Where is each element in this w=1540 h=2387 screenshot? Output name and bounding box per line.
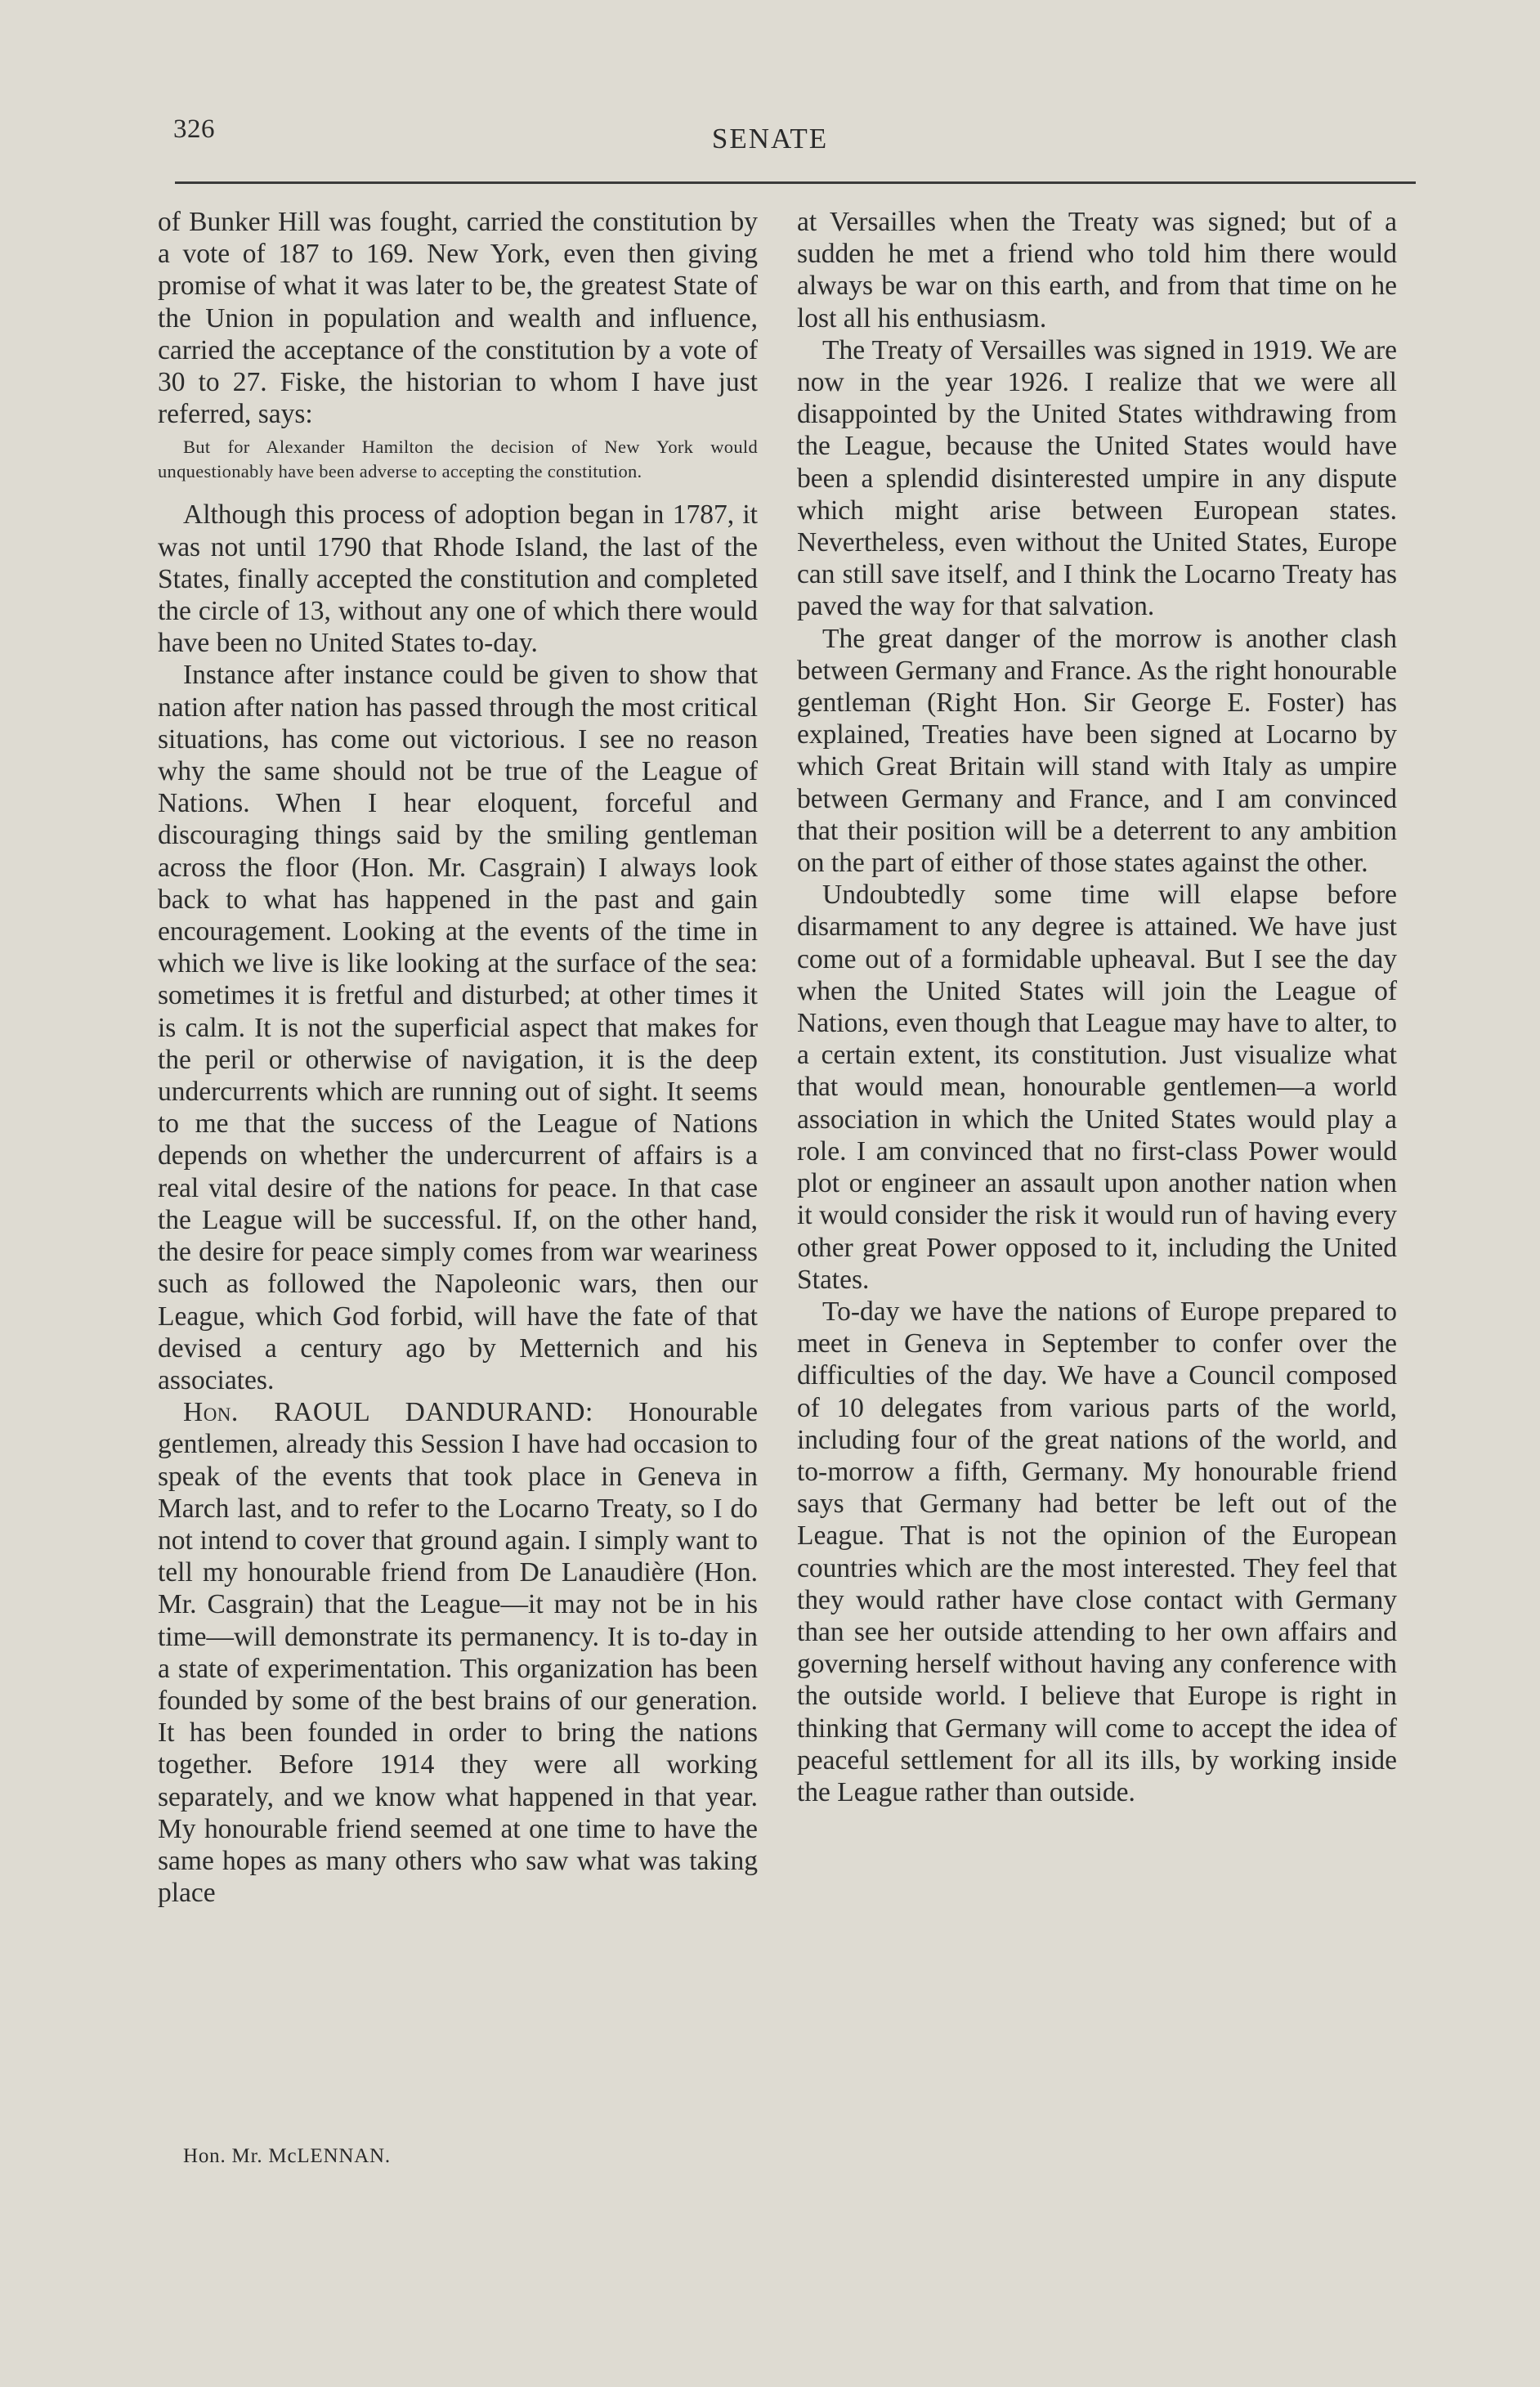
right-paragraph-4: Undoubtedly some time will elapse before disarmament to any degree is attained. We have just come out of a formidable upheaval. But I see the day when the United States will join the League of Nations, even though that League may have to alter, to a certain extent, its constitution. Just visualize what that would mean, honourable gentlemen—a world association in which the United States would play a role. I am convinced that no first-class Power would plot or engineer an assault upon another nation when it would consider the risk it would run of having every other great Power opposed to it, including the United States.	[797, 880, 1397, 1295]
left-paragraph-2: Although this process of adoption began in 1787, it was not until 1790 that Rhode Island, the last of the States, finally accepted the constitution and completed the circle of 13, without any one of which there would have been no United States to-day.	[158, 499, 758, 659]
footer-speaker-name: Hon. Mr. McLENNAN.	[183, 2145, 391, 2167]
right-paragraph-3: The great danger of the morrow is another clash between Germany and France. As the right honourable gentleman (Right Hon. Sir George E. Foster) has explained, Treaties have been signed at Locarno by which Great Britain will stand with Italy as umpire between Germany and France, and I am convinced that their position will be a deterrent to any ambition on the part of either of those states against the other.	[797, 623, 1397, 879]
left-column	[158, 206, 758, 1909]
right-paragraph-2: The Treaty of Versailles was signed in 1919. We are now in the year 1926. I realize that we were all disappointed by the United States withdrawing from the League, because the United States would have been a splendid disinterested umpire in any dispute which might arise between European states. Nevertheless, even without the United States, Europe can still save itself, and I think the Locarno Treaty has paved the way for that salvation.	[797, 334, 1397, 622]
right-paragraph-5: To-day we have the nations of Europe prepared to meet in Geneva in September to confer over the difficulties of the day. We have a Council composed of 10 delegates from various parts of the world, including four of the great nations of the world, and to-morrow a fifth, Germany. My honourable friend says that Germany had better be left out of the League. That is not the opinion of the European countries which are the most interested. They feel that they would rather have close contact with Germany than see her outside attending to her own affairs and governing herself without having any conference with the outside world. I believe that Europe is right in thinking that Germany will come to accept the idea of peaceful settlement for all its ills, by working inside the League rather than outside.	[797, 1296, 1397, 1807]
left-paragraph-3: Instance after instance could be given to show that nation after nation has passed through the most critical situations, has come out victorious. I see no reason why the same should not be true of the League of Nations. When I hear eloquent, forceful and discouraging things said by the smiling gentleman across the floor (Hon. Mr. Casgrain) I always look back to what has happened in the past and gain encouragement. Looking at the events of the time in which we live is like looking at the surface of the sea: sometimes it is fretful and disturbed; at other times it is calm. It is not the superficial aspect that makes for the peril or otherwise of navigation, it is the deep undercurrents which are running out of sight. It seems to me that the success of the League of Nations depends on whether the undercurrent of affairs is a real vital desire of the nations for peace. In that case the League will be successful. If, on the other hand, the desire for peace simply comes from war weariness such as followed the Napoleonic wars, then our League, which God forbid, will have the fate of that devised a century ago by Metternich and his associates.	[158, 660, 758, 1395]
left-paragraph-4	[158, 1396, 758, 1909]
speaker-name: Hon. RAOUL DANDURAND:	[183, 1397, 593, 1428]
speech-text: Honourable gentlemen, already this Session I have had occasion to speak of the events that took place in Geneva in March last, and to refer to the Locarno Treaty, so I do not intend to cover that ground again. I simply want to tell my honourable friend from De Lanaudière (Hon. Mr. Casgrain) that the League—it may not be in his time—will demonstrate its permanency. It is to-day in a state of experimentation. This organization has been founded by some of the best brains of our generation. It has been founded in order to bring the nations together. Before 1914 they were all working separately, and we know what happened in that year. My honourable friend seemed at one time to have the same hopes as many others who saw what was taking place	[158, 1397, 758, 1909]
page-number: 326	[173, 114, 215, 144]
right-paragraph-1: at Versailles when the Treaty was signed; but of a sudden he met a friend who told him there would always be war on this earth, and from that time on he lost all his enthusiasm.	[797, 207, 1397, 334]
left-paragraph-1: of Bunker Hill was fought, carried the constitution by a vote of 187 to 169. New York, even then giving promise of what it was later to be, the greatest State of the Union in population and wealth and influence, carried the acceptance of the constitution by a vote of 30 to 27. Fiske, the historian to whom I have just referred, says:	[158, 207, 758, 430]
running-head: SENATE	[711, 123, 829, 155]
block-quote: But for Alexander Hamilton the decision of New York would unquestionably have been adverse to accepting the constitution.	[158, 437, 758, 482]
right-column	[797, 206, 1397, 1808]
header-rule	[175, 181, 1416, 184]
